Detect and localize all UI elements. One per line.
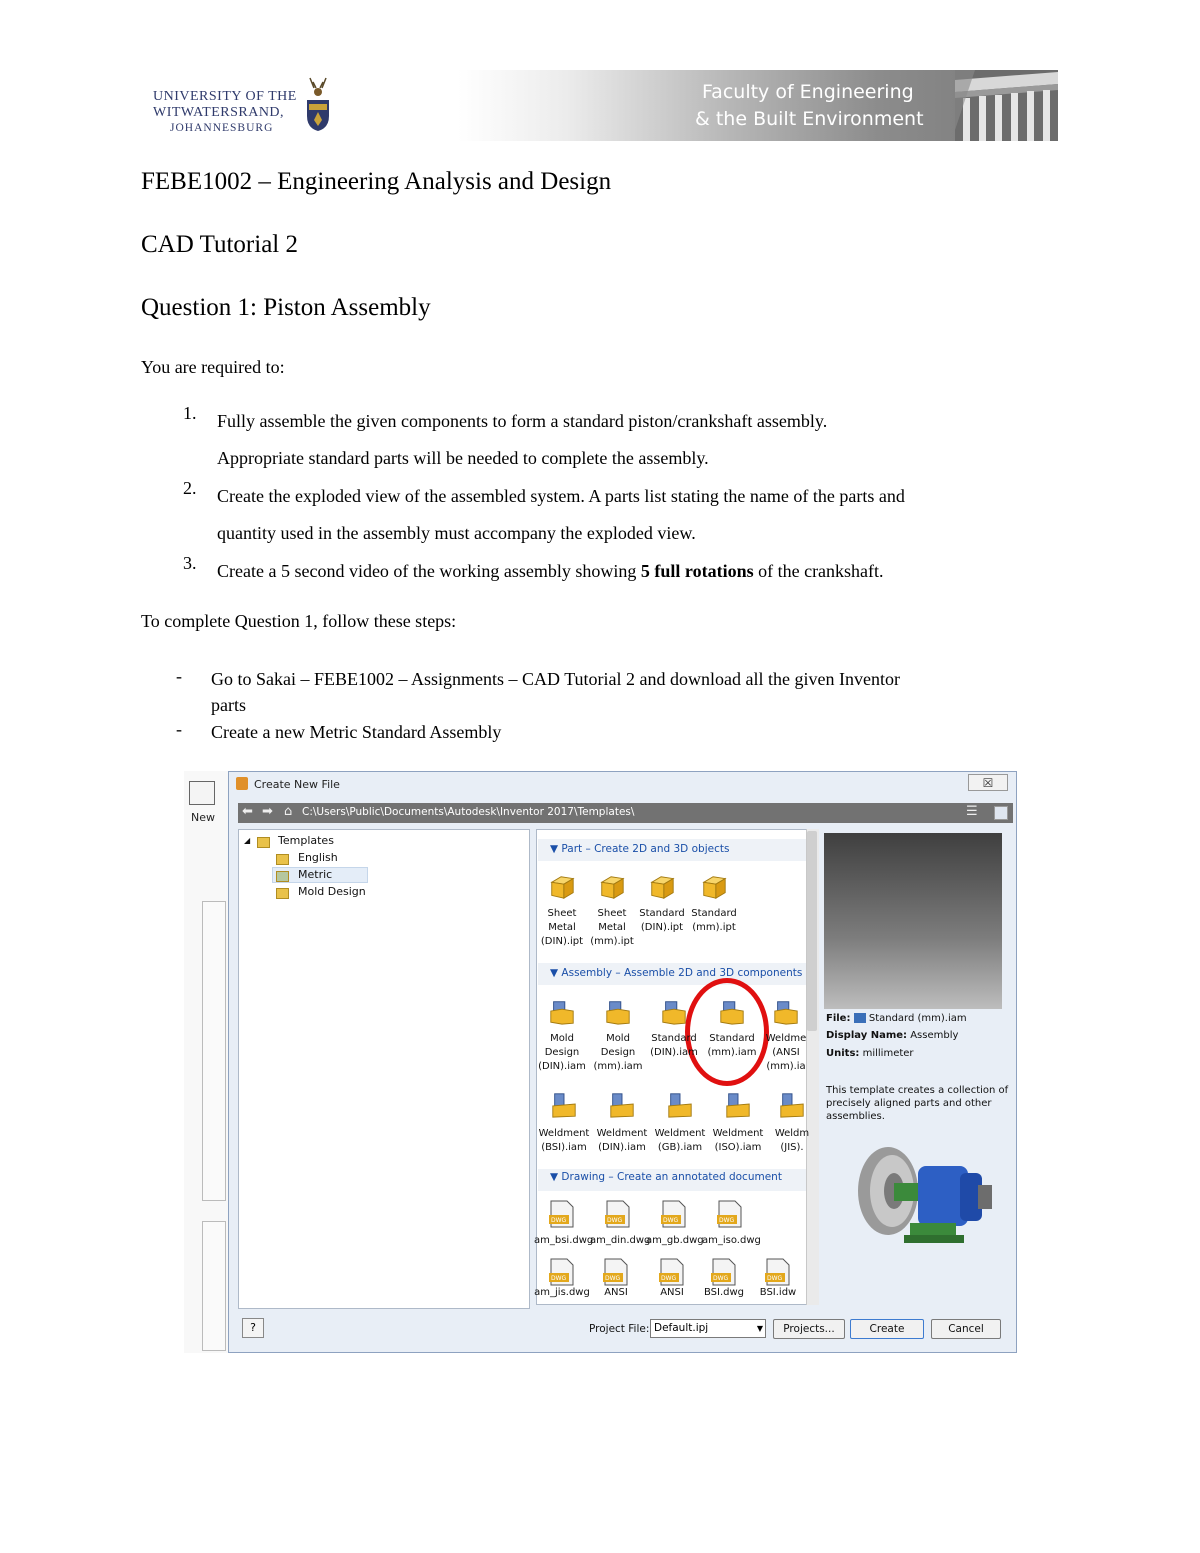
step-bullet: - [176,719,182,739]
new-label: New [191,811,215,824]
template-tile-label-line: Weldment [596,1128,648,1139]
chevron-down-icon: ▼ [756,1324,763,1333]
list-number: 3. [183,553,197,573]
section-assembly-title: Assembly – Assemble 2D and 3D components [561,967,803,979]
list-item-3-post: of the crankshaft. [753,561,884,581]
path-text: C:\Users\Public\Documents\Autodesk\Inventor 2017\Templates\ [302,806,635,818]
part-template-icon[interactable] [597,873,627,901]
template-tile-label[interactable] [634,907,690,935]
section-drawing-header[interactable] [550,1171,782,1183]
home-icon[interactable]: ⌂ [284,804,293,819]
list-item-1-line2: Appropriate standard parts will be needed to complete the assembly. [217,448,709,468]
template-tile-label[interactable] [646,1234,702,1248]
section-drawing-title: Drawing – Create an annotated document [561,1171,782,1183]
template-tile-label[interactable] [534,1286,590,1300]
template-tile-label[interactable] [702,1234,761,1248]
template-tile-label-line: Weldme [765,1033,807,1044]
units-label: Units: [826,1048,860,1059]
template-tile-label-line: Mold [606,1033,630,1044]
template-tile-label-line: (BSI).iam [541,1142,587,1153]
view-options-icon[interactable]: ☰ [966,804,978,819]
template-tile-label[interactable] [534,907,590,949]
tree-item-templates[interactable]: Templates [278,834,334,847]
template-tile-label[interactable] [594,1127,650,1155]
background-panel [202,1221,226,1351]
university-name-line2: WITWATERSRAND, [153,105,285,120]
template-description-line: This template creates a collection of [826,1085,1009,1096]
back-arrow-icon[interactable]: ⬅ [242,804,253,819]
svg-text:DWG: DWG [663,1217,679,1224]
template-tile-label-line: (DIN).ipt [540,936,584,947]
template-tile-label-line: Standard [709,1033,755,1044]
template-tile-label[interactable] [588,1286,644,1300]
collapse-icon: ▼ [550,1171,562,1183]
template-tile-label[interactable] [584,907,640,949]
step-2-line1: Create a new Metric Standard Assembly [211,722,502,742]
display-name-label: Display Name: [826,1030,908,1041]
template-tile-label-line: (JIS). [780,1142,804,1153]
template-tile-label-line: Sheet [547,908,577,919]
template-tile-label-line: (mm).ipt [590,936,634,947]
template-tile-label[interactable] [534,1032,590,1074]
step-1-line1: Go to Sakai – FEBE1002 – Assignments – CAD Tutorial 2 and download all the given Inventor [211,669,900,689]
faculty-name-line2: & the Built Environment [695,108,924,130]
svg-text:DWG: DWG [767,1275,783,1282]
drawing-template-icon[interactable] [709,1257,737,1287]
units-value: millimeter [862,1048,914,1059]
university-name-line3: JOHANNESBURG [170,122,274,134]
template-tile-label-line: BSI.idw [759,1287,797,1298]
template-tile-label[interactable] [750,1286,806,1300]
part-template-icon[interactable] [547,873,577,901]
collapse-icon: ▼ [550,843,562,855]
template-tile-label[interactable] [646,1032,702,1060]
template-tile-label-line: Weldm [774,1128,810,1139]
template-tile-label-line: am_bsi.dwg [534,1235,594,1246]
template-tile-label-line: Metal [598,922,626,933]
building-columns-image [955,70,1058,141]
template-tile-label[interactable] [704,1032,760,1060]
drawing-template-icon[interactable] [763,1257,791,1287]
create-button[interactable]: Create [850,1319,924,1339]
drawing-template-icon[interactable] [601,1257,629,1287]
template-tile-label-line: Standard [691,908,737,919]
assembly-template-icon[interactable] [665,1091,695,1119]
assembly-template-icon[interactable] [717,998,747,1026]
assembly-template-icon[interactable] [771,998,801,1026]
template-tile-label-line: Mold [550,1033,574,1044]
list-item-3 [217,553,1058,590]
assembly-file-icon [854,1013,866,1023]
assembly-template-icon[interactable] [659,998,689,1026]
template-tile-label-line: Standard [651,1033,697,1044]
project-file-value: Default.ipj [654,1322,709,1334]
template-tile-label-line: Standard [639,908,685,919]
svg-text:DWG: DWG [605,1275,621,1282]
tree-expand-icon[interactable]: ◢ [244,836,251,845]
svg-text:DWG: DWG [661,1275,677,1282]
faculty-name-line1: Faculty of Engineering [702,81,914,103]
units-row [826,1048,914,1059]
view-toggle-icon[interactable] [994,806,1008,820]
background-panel [202,901,226,1201]
template-tile-label-line: (mm).iam [707,1047,757,1058]
template-tile-label[interactable] [710,1127,766,1155]
project-file-select[interactable] [650,1319,766,1338]
part-template-icon[interactable] [699,873,729,901]
template-tile-label[interactable] [696,1286,752,1300]
template-tile-label-line: am_din.dwg [590,1235,651,1246]
template-tile-label-line: (ISO).iam [714,1142,762,1153]
display-name-value: Assembly [910,1030,959,1041]
assembly-template-icon[interactable] [607,1091,637,1119]
template-tile-label-line: (DIN).iam [538,1061,586,1072]
svg-text:DWG: DWG [551,1275,567,1282]
svg-text:DWG: DWG [713,1275,729,1282]
template-tile-label-line: Design [600,1047,636,1058]
template-tile-label-line: (DIN).iam [650,1047,698,1058]
cancel-button[interactable]: Cancel [931,1319,1001,1339]
forward-arrow-icon[interactable]: ➡ [262,804,273,819]
new-file-icon[interactable] [189,781,215,805]
tutorial-title: CAD Tutorial 2 [141,231,298,258]
template-tile-label[interactable] [590,1234,651,1248]
template-description-line: assemblies. [826,1111,885,1122]
list-item-2-line1: Create the exploded view of the assembled system. A parts list stating the name of the parts and [217,486,905,506]
template-description-line: precisely aligned parts and other [826,1098,992,1109]
part-template-icon[interactable] [647,873,677,901]
template-tile-label-line: Weldment [712,1128,764,1139]
section-part-header[interactable] [550,843,729,855]
course-title: FEBE1002 – Engineering Analysis and Design [141,168,612,195]
folder-icon [257,837,270,848]
drawing-template-icon[interactable] [547,1257,575,1287]
assembly-template-icon[interactable] [549,1091,579,1119]
assembly-template-icon[interactable] [603,998,633,1026]
folder-tree [238,829,530,1309]
template-tile-label[interactable] [686,907,742,935]
template-tile-label[interactable] [644,1286,700,1300]
template-tile-label-line: (DIN).ipt [640,922,684,933]
template-tile-label-line: Design [544,1047,580,1058]
template-tile-label-line: Weldment [538,1128,590,1139]
file-info-row [826,1013,967,1024]
svg-text:DWG: DWG [551,1217,567,1224]
question-title: Question 1: Piston Assembly [141,294,431,321]
list-number: 1. [183,403,197,423]
drawing-template-icon[interactable] [659,1199,687,1229]
template-tile-label[interactable] [758,1032,814,1074]
drawing-template-icon[interactable] [657,1257,685,1287]
template-tile-label[interactable] [590,1032,646,1074]
template-tile-label[interactable] [536,1127,592,1155]
tree-item-mold-design[interactable]: Mold Design [298,885,366,898]
list-item-1-line1: Fully assemble the given components to form a standard piston/crankshaft assembly. [217,411,828,431]
template-preview [824,833,1002,1009]
template-tile-label-line: am_gb.dwg [646,1235,704,1246]
template-tile-label-line: ANSI [604,1287,628,1298]
template-tile-label-line: ANSI [660,1287,684,1298]
section-part-title: Part – Create 2D and 3D objects [561,843,730,855]
step-bullet: - [176,666,182,686]
assembly-template-icon[interactable] [777,1091,807,1119]
steps-title: To complete Question 1, follow these steps: [141,611,457,631]
drawing-template-icon[interactable] [603,1199,631,1229]
assembly-template-icon[interactable] [547,998,577,1026]
folder-icon [276,854,289,865]
file-value: Standard (mm).iam [868,1013,967,1024]
inventor-app-icon [236,777,248,790]
template-tile-label[interactable] [534,1234,594,1248]
template-tile-label-line: am_jis.dwg [534,1287,590,1298]
template-tile-label-line: (DIN).iam [598,1142,646,1153]
university-name-line1: UNIVERSITY OF THE [153,89,297,104]
template-tile-label-line: (ANSI [772,1047,800,1058]
drawing-template-icon[interactable] [547,1199,575,1229]
collapse-icon: ▼ [550,967,562,979]
assembly-preview-image [848,1131,1008,1271]
folder-icon [276,871,289,882]
svg-text:DWG: DWG [607,1217,623,1224]
assembly-template-icon[interactable] [723,1091,753,1119]
university-crest-logo [305,74,331,132]
svg-text:DWG: DWG [719,1217,735,1224]
dialog-title: Create New File [254,778,340,791]
list-item-3-bold: 5 full rotations [640,561,754,581]
list-number: 2. [183,478,197,498]
projects-button[interactable]: Projects... [773,1319,845,1339]
step-1-line2: parts [211,695,246,715]
template-tile-label-line: am_iso.dwg [702,1235,761,1246]
section-assembly-header[interactable] [550,967,802,979]
template-tile-label-line: (GB).iam [657,1142,703,1153]
close-button[interactable]: ☒ [968,774,1008,791]
template-tile-label-line: Weldment [654,1128,706,1139]
inventor-create-new-file-screenshot [184,771,1017,1353]
tree-item-english[interactable]: English [298,851,338,864]
template-tile-label[interactable] [764,1127,820,1155]
template-tile-label-line: BSI.dwg [703,1287,745,1298]
tree-item-metric[interactable]: Metric [298,868,333,881]
drawing-template-icon[interactable] [715,1199,743,1229]
template-tile-label-line: (mm).ia [766,1061,806,1072]
file-label: File: [826,1013,851,1024]
template-tile-label-line: Metal [548,922,576,933]
template-tile-label[interactable] [652,1127,708,1155]
scrollbar-thumb[interactable] [807,831,817,1031]
folder-icon [276,888,289,899]
project-file-label: Project File: [589,1323,650,1335]
list-item-3-pre: Create a 5 second video of the working assembly showing [217,561,641,581]
intro-text: You are required to: [141,357,285,377]
display-name-row [826,1030,958,1041]
template-tile-label-line: (mm).iam [593,1061,643,1072]
template-tile-label-line: (mm).ipt [692,922,736,933]
help-button[interactable]: ? [242,1318,264,1338]
template-tile-label-line: Sheet [597,908,627,919]
list-item-2-line2: quantity used in the assembly must accompany the exploded view. [217,523,696,543]
